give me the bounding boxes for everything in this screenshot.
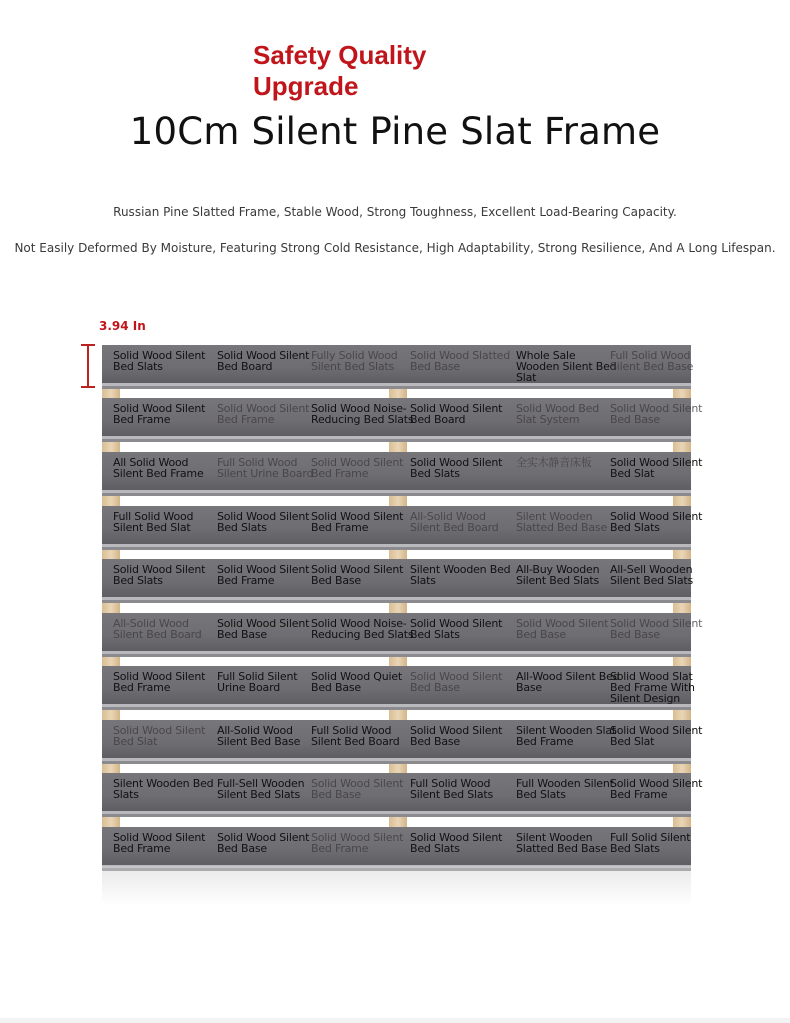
slat-text: Solid Wood Silent Bed Base [217,617,310,641]
slat-text: Solid Wood Noise-Reducing Bed Slats [311,617,414,641]
dimension-marker-icon [80,344,100,388]
slat-text: All-Solid Wood Silent Bed Base [217,724,301,748]
headline-badge [253,40,553,102]
slat-rail [102,613,703,651]
headline-line-1: Safety Quality [253,40,427,70]
slat-text: Solid Wood Silent Bed Slats [410,617,503,641]
slat-rail [102,398,703,436]
slat-text: Solid Wood Silent Bed Slats [217,510,310,534]
slat-text: Solid Wood Silent Bed Frame [311,831,404,855]
slat-text: Solid Wood Silent Bed Frame [113,670,206,694]
slat-text: Silent Wooden Slatted Bed Base [516,510,608,534]
slat-text: Silent Wooden Bed Slats [113,777,214,801]
slat-text: Solid Wood Silent Bed Slats [410,831,503,855]
slat-text: Solid Wood Slatted Bed Base [410,349,511,373]
slat-rail [102,720,703,758]
slat-text: Solid Wood Silent Bed Board [217,349,310,373]
slat-text: Solid Wood Quiet Bed Base [311,670,403,694]
slat-text: Whole Sale Wooden Silent Bed Slat [516,349,617,384]
slat-text: Solid Wood Silent Bed Base [217,831,310,855]
slat-text: Solid Wood Silent Bed Base [410,670,503,694]
slat-rail [102,506,703,544]
slat-text: Solid Wood Silent Bed Base [610,617,703,641]
slat-text: Full Solid Silent Bed Slats [610,831,691,855]
slat-text: Solid Wood Silent Bed Frame [311,456,404,480]
slat-rail [102,345,694,384]
slat-text: All-Buy Wooden Silent Bed Slats [516,563,600,587]
slat-rail [102,559,694,597]
slat-rail [102,452,703,490]
slat-frame-image [102,345,703,865]
slat-text: Solid Wood Silent Bed Frame [610,777,703,801]
frame-shadow [102,866,691,906]
slat-text: Solid Wood Bed Slat System [516,402,599,426]
description-line-2: Not Easily Deformed By Moisture, Featuring Strong Cold Resistance, High Adaptability, Strong Resilience, And A Long Lifespan. [14,241,776,255]
slat-text: Solid Wood Silent Bed Base [311,777,404,801]
slat-text: Solid Wood Silent Bed Base [516,617,609,641]
page-title: 10Cm Silent Pine Slat Frame [129,110,661,153]
slat-text: Full Solid Wood Silent Bed Slat [113,510,194,534]
slat-text: Fully Solid Wood Silent Bed Slats [311,349,398,373]
slat-text: Solid Wood Silent Bed Slats [610,510,703,534]
slat-text: Solid Wood Silent Bed Frame [113,831,206,855]
slat-text: Full Solid Wood Silent Bed Board [311,724,400,748]
slat-text: Solid Wood Noise-Reducing Bed Slats [311,402,414,426]
slat-rail [102,827,691,865]
slat-rail [102,773,703,811]
slat-text: Solid Wood Silent Bed Base [410,724,503,748]
slat-text: Solid Wood Slat Bed Frame With Silent Design [610,670,695,705]
slat-text: Solid Wood Silent Bed Frame [311,510,404,534]
slat-text: Silent Wooden Bed Slats [410,563,511,587]
slat-text: Solid Wood Silent Bed Frame [217,402,310,426]
slat-text: Silent Wooden Slat Bed Frame [516,724,617,748]
headline-line-2: Upgrade [253,71,359,101]
slat-text: Full-Sell Wooden Silent Bed Slats [217,777,305,801]
slat-text: All-Solid Wood Silent Bed Board [410,510,499,534]
slat-text: All-Solid Wood Silent Bed Board [113,617,202,641]
slat-text: Full Solid Wood Silent Bed Base [610,349,694,373]
slat-text: All-Sell Wooden Silent Bed Slats [610,563,694,587]
slat-text: Full Solid Silent Urine Board [217,670,298,694]
slat-text: Solid Wood Silent Bed Frame [113,402,206,426]
slat-text: Solid Wood Silent Bed Slat [113,724,206,748]
slat-text: Solid Wood Silent Bed Board [410,402,503,426]
slat-text: 全实木静音床板 [516,456,592,469]
slat-text: Full Wooden Silent Bed Slats [516,777,614,801]
slat-text: Solid Wood Silent Bed Base [610,402,703,426]
slat-text: Solid Wood Silent Bed Slat [610,724,703,748]
description-line-1: Russian Pine Slatted Frame, Stable Wood, Strong Toughness, Excellent Load-Bearing Capacity. [113,205,677,219]
slat-text: Solid Wood Silent Bed Slat [610,456,703,480]
slat-text: Solid Wood Silent Bed Base [311,563,404,587]
slat-text: All Solid Wood Silent Bed Frame [113,456,204,480]
slat-text: Solid Wood Silent Bed Frame [217,563,310,587]
slat-text: Full Solid Wood Silent Urine Board [217,456,314,480]
slat-rail [102,666,695,705]
page-bottom-divider [0,1018,790,1023]
slat-text: Solid Wood Silent Bed Slats [113,563,206,587]
slat-text: Solid Wood Silent Bed Slats [410,456,503,480]
slat-text: Silent Wooden Slatted Bed Base [516,831,608,855]
dimension-label: 3.94 In [99,319,146,333]
slat-text: Solid Wood Silent Bed Slats [113,349,206,373]
slat-text: All-Wood Silent Bed Base [516,670,620,694]
slat-text: Full Solid Wood Silent Bed Slats [410,777,494,801]
